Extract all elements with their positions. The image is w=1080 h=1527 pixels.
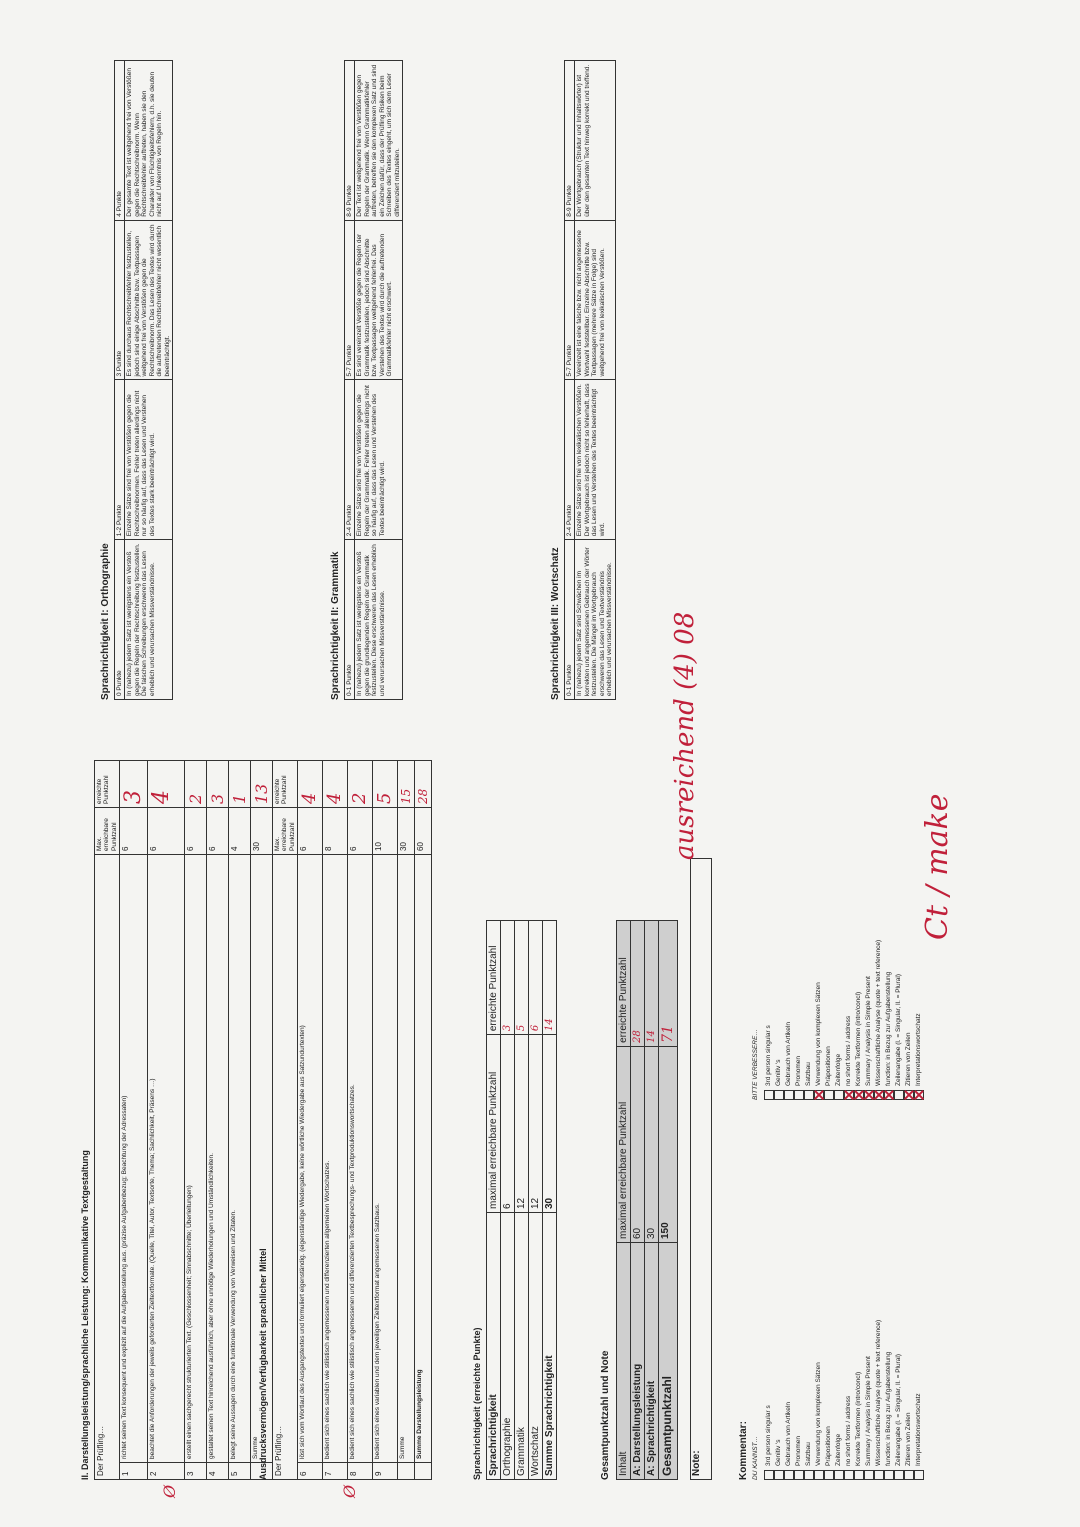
checklist-item — [824, 940, 834, 1100]
checklist-item — [764, 940, 774, 1100]
wort-table: 0-1 Punkte 2-4 Punkte 5-7 Punkte 8-9 Punkte In (nahezu) jedem Satz sind Schwächen im korrekten und angemessenen Gebrauch der Wörter festzustellen. Die Mängel im Wortgebrauch erschweren das Lesen und Textverständnis erheblich und verursachen Missverständnisse. Einzelne Sätze sind frei von lexikalischen Verstößen. Der Wortgebrauch ist jedoch nicht so fehlerhaft, dass das Lesen und Verstehen des Textes beeinträchtigt wird. Vereinzelt ist eine falsche bzw. nicht angemessene Wortwahl feststellbar. Einzelne Abschnitte bzw. Textpassagen (mehrere Sätze in Folge) sind weitgehend frei von lexikalischen Verstößen. Der Wortgebrauch (Struktur und Inhaltswörter) ist über den gesamten Text hinweg korrekt und treffend. — [564, 60, 616, 700]
sprach-title: Sprachrichtigkeit (erreichte Punkte) — [472, 1327, 482, 1480]
ortho-title: Sprachrichtigkeit I: Orthographie — [100, 543, 111, 700]
checklist-item — [834, 1320, 844, 1480]
checkbox[interactable] — [844, 1090, 854, 1100]
checkbox[interactable] — [834, 1470, 844, 1480]
checkbox[interactable] — [854, 1090, 864, 1100]
checklist-label: Satzbau — [805, 1442, 813, 1466]
margin-mark: Ø — [340, 1484, 359, 1498]
checklist-label: Zitieren von Zeilen — [905, 1032, 913, 1086]
checklist-label: Präpositionen — [825, 1426, 833, 1466]
checklist-item — [814, 940, 824, 1100]
checkbox[interactable] — [804, 1090, 814, 1100]
checklist-label: Interpretationswortschatz — [915, 1013, 923, 1086]
table-row: 9 bedient sich eines variablen und dem jeweiligen Zieltextformat angemessenen Satzbaus. 10 5 — [373, 761, 398, 1480]
checkbox[interactable] — [914, 1090, 924, 1100]
col-got-header: erreichte Punktzahl — [95, 761, 120, 808]
table-row: A: Darstellungsleistung 60 28 — [631, 921, 645, 1480]
gesamt-table: Inhalt maximal erreichbare Punktzahl erreichte Punktzahl A: Darstellungsleistung 60 28 A: Sprachrichtigkeit 30 14 Gesamtpunktzahl 150 71 — [616, 920, 678, 1480]
table-row: 4 gestaltet seinen Text hinreichend ausführlich, aber ohne unnötige Wiederholungen und Umständlichkeiten. 6 3 — [207, 761, 229, 1480]
table-row: Wortschatz 12 6 — [529, 921, 543, 1480]
table-row: Gesamtpunktzahl 150 71 — [659, 921, 678, 1480]
checkbox[interactable] — [784, 1470, 794, 1480]
checklist-label: 3rd person singular s — [765, 1025, 773, 1086]
table-row: Summe 30 13 — [251, 761, 273, 1480]
checklist-item — [874, 940, 884, 1100]
checkbox[interactable] — [854, 1470, 864, 1480]
checkbox[interactable] — [864, 1090, 874, 1100]
checkbox[interactable] — [864, 1470, 874, 1480]
checklist-item — [854, 1320, 864, 1480]
checkbox[interactable] — [914, 1470, 924, 1480]
checkbox[interactable] — [884, 1090, 894, 1100]
checklist-label: Gebrauch von Artikeln — [785, 1402, 793, 1466]
section3-table: Der Prüfling… Max. erreichbare Punktzahl erreichte Punktzahl 6 löst sich vom Wortlaut des Ausgangstextes und formuliert eigenständig. (eigenständige Wiedergabe, keine wörtliche Wiedergabe aus Satzundurtexten) 6 4 7 bedient sich eines sachlich wie stilistisch angemessenen und differenzierten allgemeinen Wortschatzes. 8 4 8 bedient sich eines sachlich wie stilistisch angemessenen und differenzierten Textbesprechungs- und Textproduktionswortschatzes. 6 2 9 bedient sich eines variablen und dem jeweiligen Zieltextformat angemessenen Satzbaus. 10 5 Summe 30 15 Summe Darstellungsleistung 60 28 — [272, 760, 432, 1480]
right-checklist — [764, 940, 924, 1100]
checklist-item — [904, 940, 914, 1100]
section2-intro: Der Prüfling… — [95, 855, 120, 1480]
checklist-label: Zeilenangabe (l. = Singular, ll. = Plural) — [895, 973, 903, 1086]
checklist-item — [784, 1320, 794, 1480]
kommentar-title: Kommentar: — [738, 1421, 749, 1480]
checklist-label: Zitieren von Zeilen — [905, 1412, 913, 1466]
table-row: 8 bedient sich eines sachlich wie stilistisch angemessenen und differenzierten Textbesprechungs- und Textproduktionswortschatzes. 6 2 — [348, 761, 373, 1480]
checklist-item — [774, 1320, 784, 1480]
checklist-item — [914, 940, 924, 1100]
checklist-label: function: in Bezug zur Aufgabenstellung — [885, 1351, 893, 1466]
checklist-item — [844, 940, 854, 1100]
table-row: Summe Darstellungsleistung 60 28 — [415, 761, 432, 1480]
checklist-item — [874, 1320, 884, 1480]
checklist-item — [844, 1320, 854, 1480]
checkbox[interactable] — [774, 1470, 784, 1480]
checkbox[interactable] — [794, 1470, 804, 1480]
checkbox[interactable] — [834, 1090, 844, 1100]
note-box: Note: — [690, 858, 712, 1480]
checklist-label: Pronomen — [795, 1436, 803, 1466]
table-row: 1 richtet seinen Text konsequent und explizit auf die Aufgabenstellung aus. (präzise Aufgabenbezug; Beachtung der Adressaten) 6 3 — [120, 761, 148, 1480]
table-row: A: Sprachrichtigkeit 30 14 — [645, 921, 659, 1480]
checklist-label: Interpretationswortschatz — [915, 1393, 923, 1466]
checklist-item — [794, 1320, 804, 1480]
checklist-item — [774, 940, 784, 1100]
checklist-label: Gebrauch von Artikeln — [785, 1022, 793, 1086]
sprach-table: Sprachrichtigkeit maximal erreichbare Punktzahl erreichte Punktzahl Orthographie 6 3 Grammatik 12 5 Wortschatz 12 6 Summe Sprachrichtigkeit 30 14 — [486, 920, 557, 1480]
checklist-label: Verwendung von komplexen Sätzen — [815, 1362, 823, 1466]
checklist-label: Summary / Analysis in Simple Present — [865, 976, 873, 1086]
checkbox[interactable] — [874, 1090, 884, 1100]
checklist-item — [884, 940, 894, 1100]
checklist-label: Genitiv 's — [775, 1439, 783, 1466]
checkbox[interactable] — [904, 1470, 914, 1480]
checklist-label: Zeilenangabe (l. = Singular, ll. = Plural) — [895, 1353, 903, 1466]
table-row: Grammatik 12 5 — [515, 921, 529, 1480]
checklist-item — [914, 1320, 924, 1480]
gramm-table: 0-1 Punkte 2-4 Punkte 5-7 Punkte 8-9 Punkte In (nahezu) jedem Satz ist wenigstens ein Verstoß gegen die grundlegenden Regeln der Grammatik festzustellen. Diese erschweren das Lesen erheblich und verursachen Missverständnisse. Einzelne Sätze sind frei von Verstößen gegen die Regeln der Grammatik. Fehler treten allerdings nicht so häufig auf, dass das Lesen und Verstehen des Textes beeinträchtigt wird. Es sind vereinzelt Verstöße gegen die Regeln der Grammatik festzustellen, jedoch sind Abschnitte bzw. Textpassagen weitgehend fehlerfrei. Das Verstehen des Textes wird durch die auftretenden Grammatikfehler nicht erschwert. Der Text ist weitgehend frei von Verstößen gegen Regeln der Grammatik. Wenn Grammatikfehler auftreten, betreffen sie den komplexen Satz und sind ein Zeichen dafür, dass der Prüfling Risiken beim Schreiben des Textes eingeht, um sich dem Leser differenziert mitzuteilen. — [344, 60, 403, 700]
checkbox[interactable] — [764, 1090, 774, 1100]
checklist-label: Pronomen — [795, 1056, 803, 1086]
checkbox[interactable] — [894, 1090, 904, 1100]
checkbox[interactable] — [814, 1470, 824, 1480]
table-row: 7 bedient sich eines sachlich wie stilistisch angemessenen und differenzierten allgemeinen Wortschatzes. 8 4 — [323, 761, 348, 1480]
left-list-head: DU KANNST… — [752, 1435, 759, 1480]
note-value: ausreichend (4) 08 — [670, 611, 700, 860]
col-max-header: Max. erreichbare Punktzahl — [95, 808, 120, 855]
checklist-label: Zeitenfolge — [835, 1433, 843, 1466]
right-list-head: BITTE VERBESSERE… — [752, 1029, 759, 1100]
checkbox[interactable] — [794, 1090, 804, 1100]
checklist-item — [764, 1320, 774, 1480]
checkbox[interactable] — [884, 1470, 894, 1480]
table-row: 2 beachtet die Anforderungen der jeweils geforderten Zieltextformate. (Quelle, Titel, Autor, Textsorte, Thema; Sachlichkeit, Präsens …) 6 4 — [148, 761, 185, 1480]
table-row: Orthographie 6 3 — [501, 921, 515, 1480]
table-row: Summe 30 15 — [398, 761, 415, 1480]
gramm-title: Sprachrichtigkeit II: Grammatik — [330, 551, 341, 700]
checkbox[interactable] — [874, 1470, 884, 1480]
left-checklist — [764, 1320, 924, 1480]
checklist-item — [804, 1320, 814, 1480]
checklist-item — [864, 940, 874, 1100]
gesamt-title: Gesamtpunktzahl und Note — [600, 1350, 611, 1480]
checkbox[interactable] — [824, 1090, 834, 1100]
checklist-label: no short forms / address — [845, 1395, 853, 1466]
rotated-sheet — [40, 20, 1040, 1500]
checklist-item — [884, 1320, 894, 1480]
checklist-label: function: in Bezug zur Aufgabenstellung — [885, 971, 893, 1086]
checklist-item — [834, 940, 844, 1100]
checklist-item — [814, 1320, 824, 1480]
checklist-label: Korrekte Textformen (intro/concl) — [855, 1371, 863, 1466]
wort-title: Sprachrichtigkeit III: Wortschatz — [550, 547, 561, 700]
checklist-label: 3rd person singular s — [765, 1405, 773, 1466]
checklist-item — [804, 940, 814, 1100]
checklist-label: no short forms / address — [845, 1015, 853, 1086]
checklist-label: Summary / Analysis in Simple Present — [865, 1356, 873, 1466]
checkbox[interactable] — [784, 1090, 794, 1100]
checkbox[interactable] — [774, 1090, 784, 1100]
table-row: 3 erstellt einen sachgerecht strukturierten Text. (Geschlossenheit; Sinnabschnitte; Überleitungen) 6 2 — [185, 761, 207, 1480]
section2-title: II. Darstellungsleistung/sprachliche Leistung: Kommunikative Textgestaltung — [80, 1150, 90, 1480]
checkbox[interactable] — [894, 1470, 904, 1480]
section3-title: Ausdrucksvermögen/Verfügbarkeit sprachlicher Mittel — [258, 1248, 268, 1480]
checkbox[interactable] — [804, 1470, 814, 1480]
checklist-item — [824, 1320, 834, 1480]
checklist-item — [864, 1320, 874, 1480]
checklist-item — [904, 1320, 914, 1480]
handwritten-comment: Ct / make — [920, 793, 955, 940]
checklist-label: Verwendung von komplexen Sätzen — [815, 982, 823, 1086]
table-row: 5 belegt seine Aussagen durch eine funktionale Verwendung von Verweisen und Zitaten. 4 1 — [229, 761, 251, 1480]
checklist-item — [894, 940, 904, 1100]
ortho-table: 0 Punkte 1-2 Punkte 3 Punkte 4 Punkte In (nahezu) jedem Satz ist wenigstens ein Verstoß gegen die Regeln der Rechtschreibung festzustellen. Die falschen Schreibungen erschweren das Lesen erheblich und verursachen Missverständnisse. Einzelne Sätze sind frei von Verstößen gegen die Rechtschreibnormen. Fehler treten allerdings nicht nur so häufig auf, dass das Lesen und Verstehen des Textes stark beeinträchtigt wird. Es sind durchaus Rechtschreibfehler festzustellen, jedoch sind einige Abschnitte bzw. Textpassagen weitgehend frei von Verstößen gegen die Rechtschreibnorm. Das Lesen des Textes wird durch die auftretenden Rechtschreibfehler nicht wesentlich beeinträchtigt. Der gesamte Text ist weitgehend frei von Verstößen gegen die Rechtschreibnorm. Wenn Rechtschreibfehler auftreten, haben sie den Charakter von Flüchtigkeitsfehlern, d.h. sie deuten nicht auf Unkenntnis von Regeln hin. — [114, 60, 173, 700]
table-row: 6 löst sich vom Wortlaut des Ausgangstextes und formuliert eigenständig. (eigenständige Wiedergabe, keine wörtliche Wiedergabe aus Satzundurtexten) 6 4 — [298, 761, 323, 1480]
checkbox[interactable] — [814, 1090, 824, 1100]
checkbox[interactable] — [844, 1470, 854, 1480]
checklist-label: Korrekte Textformen (intro/concl) — [855, 991, 863, 1086]
section2-table — [94, 760, 273, 1480]
checklist-label: Zeitenfolge — [835, 1053, 843, 1086]
checklist-label: Präpositionen — [825, 1046, 833, 1086]
checkbox[interactable] — [904, 1090, 914, 1100]
checklist-item — [784, 940, 794, 1100]
table-row: Summe Sprachrichtigkeit 30 14 — [543, 921, 557, 1480]
checklist-label: Genitiv 's — [775, 1059, 783, 1086]
checkbox[interactable] — [824, 1470, 834, 1480]
checklist-item — [794, 940, 804, 1100]
checklist-item — [854, 940, 864, 1100]
checklist-label: Satzbau — [805, 1062, 813, 1086]
checklist-label: Wissenschaftliche Analyse (quote + text reference) — [875, 1319, 883, 1466]
margin-mark: Ø — [160, 1484, 179, 1498]
checklist-label: Wissenschaftliche Analyse (quote + text reference) — [875, 939, 883, 1086]
checkbox[interactable] — [764, 1470, 774, 1480]
checklist-item — [894, 1320, 904, 1480]
